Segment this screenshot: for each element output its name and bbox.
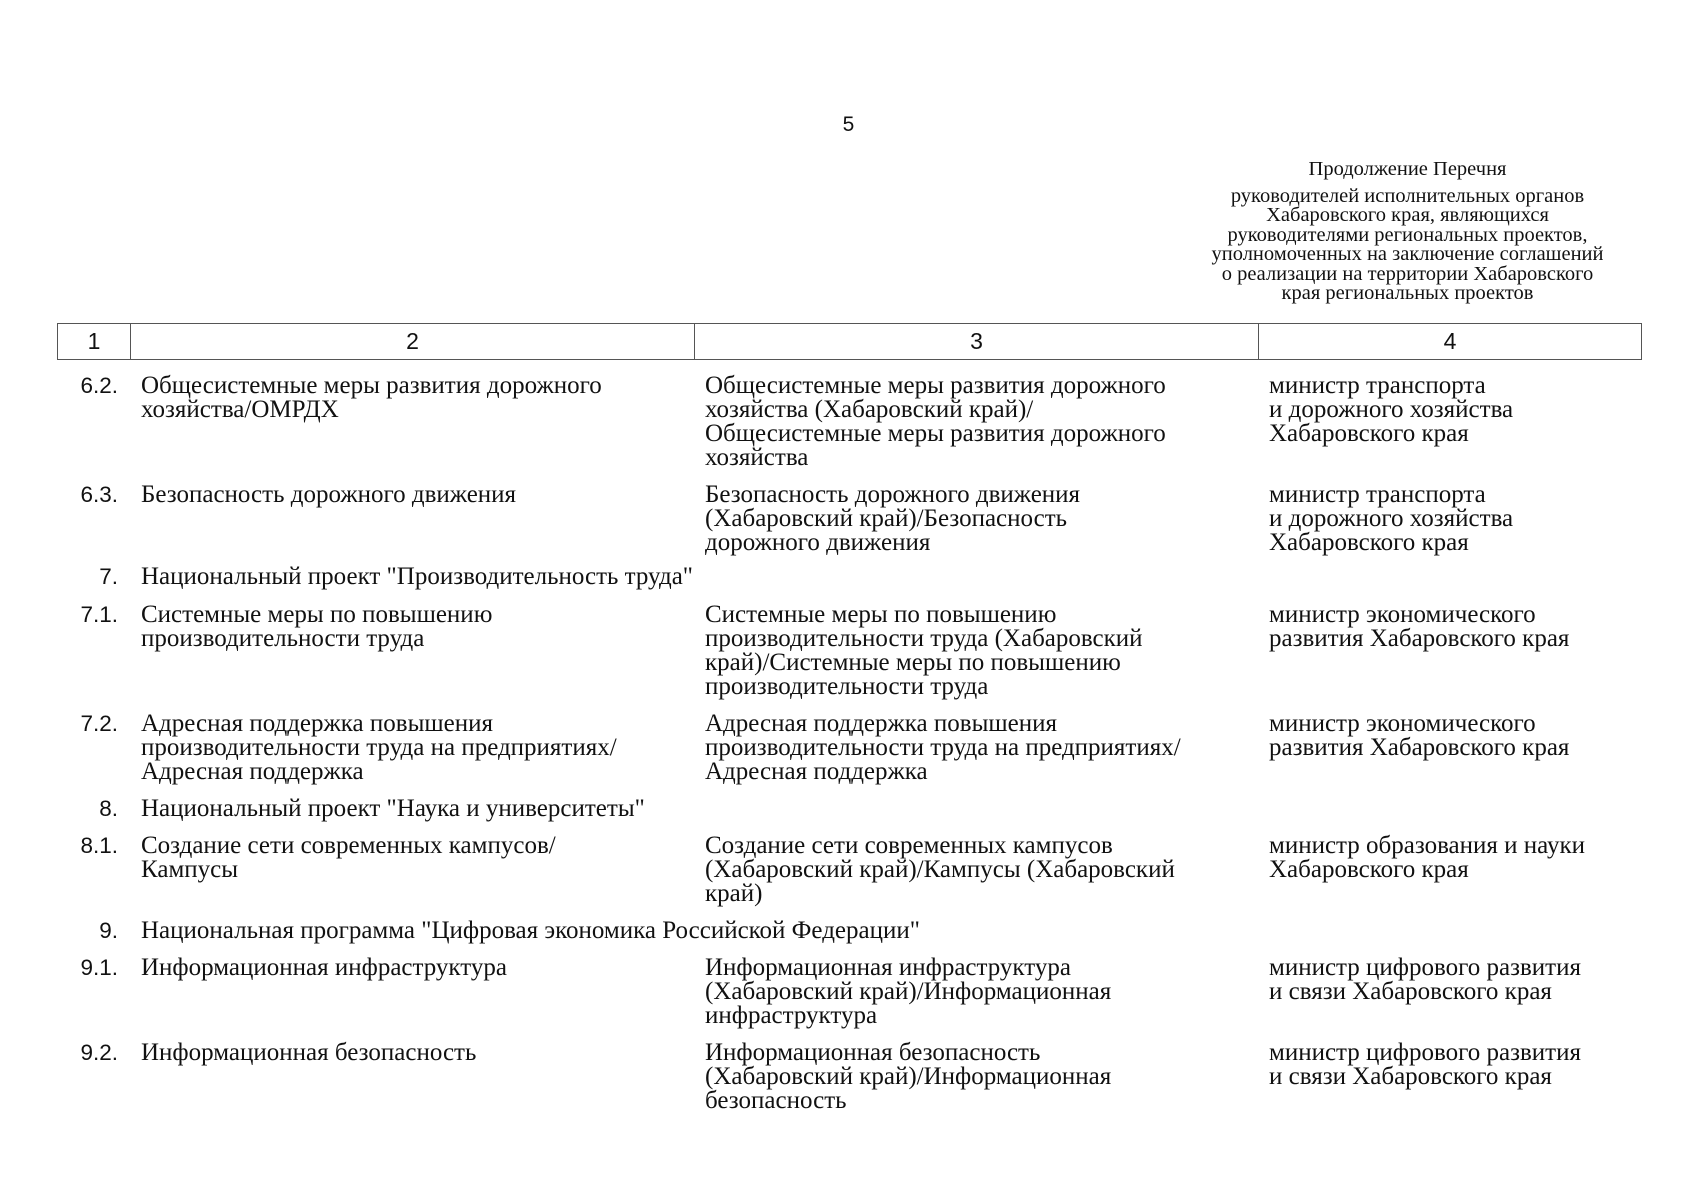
row-number: 6.3. (80, 482, 118, 507)
responsible-official-line: министр экономического (1269, 710, 1536, 737)
responsible-official-line: и связи Хабаровского края (1269, 978, 1552, 1005)
continuation-note (1170, 160, 1645, 304)
project-name (141, 603, 696, 651)
continuation-line: Хабаровского края, являющихся (1266, 204, 1549, 226)
project-name-line: Информационная инфраструктура (141, 954, 507, 981)
project-name-line: производительности труда на предприятиях/ (141, 734, 617, 761)
regional-project-name-line: Общесистемные меры развития дорожного (705, 372, 1166, 399)
project-name (141, 956, 696, 980)
row-number: 9. (99, 918, 118, 943)
responsible-official-line: Хабаровского края (1269, 420, 1469, 447)
page-number: 5 (842, 113, 855, 136)
regional-project-name-line: дорожного движения (705, 529, 931, 556)
responsible-official (1269, 956, 1642, 1004)
regional-project-name-line: Информационная инфраструктура (705, 954, 1071, 981)
responsible-official-line: министр транспорта (1269, 372, 1486, 399)
responsible-official-line: министр образования и науки (1269, 832, 1586, 859)
responsible-official-line: развития Хабаровского края (1269, 734, 1570, 761)
row-number: 8. (99, 796, 118, 821)
row-number: 9.2. (80, 1040, 118, 1065)
responsible-official-line: и дорожного хозяйства (1269, 505, 1514, 532)
responsible-official (1269, 1041, 1642, 1089)
responsible-official (1269, 374, 1642, 446)
row-number: 8.1. (80, 833, 118, 858)
project-name-line: Адресная поддержка (141, 758, 364, 785)
row-number: 7. (99, 564, 118, 589)
regional-project-name-line: производительности труда (705, 673, 989, 700)
regional-project-name-line: Системные меры по повышению (705, 601, 1057, 628)
section-title: Национальная программа "Цифровая экономика Российской Федерации" (141, 917, 920, 944)
regional-project-name-line: Общесистемные меры развития дорожного (705, 420, 1166, 447)
row-number: 7.1. (80, 602, 118, 627)
regional-project-name-line: Адресная поддержка (705, 758, 928, 785)
regional-project-name-line: Создание сети современных кампусов (705, 832, 1113, 859)
responsible-official (1269, 834, 1642, 882)
regional-project-name (705, 956, 1260, 1028)
regional-project-name-line: край)/Системные меры по повышению (705, 649, 1121, 676)
continuation-line: руководителей исполнительных органов (1230, 184, 1585, 207)
regional-project-name-line: хозяйства (705, 444, 809, 471)
project-name-line: производительности труда (141, 625, 425, 652)
continuation-heading: Продолжение Перечня (1308, 158, 1507, 180)
project-name-line: Кампусы (141, 856, 239, 883)
regional-project-name (705, 374, 1260, 470)
row-number: 6.2. (80, 373, 118, 398)
responsible-official (1269, 483, 1642, 555)
responsible-official-line: Хабаровского края (1269, 856, 1469, 883)
regional-project-name-line: Адресная поддержка повышения (705, 710, 1057, 737)
regional-project-name-line: край) (705, 880, 763, 907)
row-number: 7.2. (80, 711, 118, 736)
regional-project-name (705, 1041, 1260, 1113)
project-name-line: хозяйства/ОМРДХ (141, 396, 339, 423)
regional-project-name-line: инфраструктура (705, 1002, 878, 1029)
regional-project-name (705, 603, 1260, 699)
continuation-line: края региональных проектов (1281, 282, 1534, 304)
column-header-2: 2 (131, 324, 695, 359)
responsible-official-line: Хабаровского края (1269, 529, 1469, 556)
responsible-official-line: министр транспорта (1269, 481, 1486, 508)
column-header-4: 4 (1443, 328, 1457, 354)
project-name (141, 483, 696, 507)
responsible-official-line: развития Хабаровского края (1269, 625, 1570, 652)
project-name-line: Системные меры по повышению (141, 601, 493, 628)
responsible-official (1269, 712, 1642, 760)
regional-project-name-line: Информационная безопасность (705, 1039, 1041, 1066)
continuation-line: уполномоченных на заключение соглашений (1211, 243, 1604, 265)
project-name (141, 834, 696, 882)
project-name-line: Создание сети современных кампусов/ (141, 832, 556, 859)
regional-project-name-line: (Хабаровский край)/Безопасность (705, 505, 1068, 532)
regional-project-name-line: (Хабаровский край)/Информационная (705, 978, 1112, 1005)
regional-project-name (705, 712, 1260, 784)
section-title: Национальный проект "Производительность труда" (141, 563, 694, 590)
regional-project-name (705, 483, 1260, 555)
responsible-official-line: и дорожного хозяйства (1269, 396, 1514, 423)
table-header (57, 323, 1642, 360)
project-name (141, 374, 696, 422)
column-header-3: 3 (695, 324, 1259, 359)
regional-project-name (705, 834, 1260, 906)
responsible-official (1269, 603, 1642, 651)
project-name-line: Адресная поддержка повышения (141, 710, 493, 737)
regional-project-name-line: производительности труда (Хабаровский (705, 625, 1143, 652)
regional-project-name-line: (Хабаровский край)/Кампусы (Хабаровский (705, 856, 1175, 883)
section-title: Национальный проект "Наука и университеты" (141, 795, 645, 822)
row-number: 9.1. (80, 955, 118, 980)
responsible-official-line: министр цифрового развития (1269, 954, 1581, 981)
responsible-official-line: министр цифрового развития (1269, 1039, 1581, 1066)
regional-project-name-line: хозяйства (Хабаровский край)/ (705, 396, 1034, 423)
regional-project-name-line: производительности труда на предприятиях/ (705, 734, 1181, 761)
column-header-1: 1 (58, 324, 131, 359)
project-name (141, 1041, 696, 1065)
project-name-line: Общесистемные меры развития дорожного (141, 372, 602, 399)
responsible-official-line: и связи Хабаровского края (1269, 1063, 1552, 1090)
project-name-line: Информационная безопасность (141, 1039, 477, 1066)
regional-project-name-line: Безопасность дорожного движения (705, 481, 1081, 508)
project-name-line: Безопасность дорожного движения (141, 481, 517, 508)
regional-project-name-line: безопасность (705, 1087, 847, 1114)
continuation-line: о реализации на территории Хабаровского (1221, 262, 1594, 285)
project-name (141, 712, 696, 784)
continuation-line: руководителями региональных проектов, (1227, 223, 1588, 246)
regional-project-name-line: (Хабаровский край)/Информационная (705, 1063, 1112, 1090)
responsible-official-line: министр экономического (1269, 601, 1536, 628)
